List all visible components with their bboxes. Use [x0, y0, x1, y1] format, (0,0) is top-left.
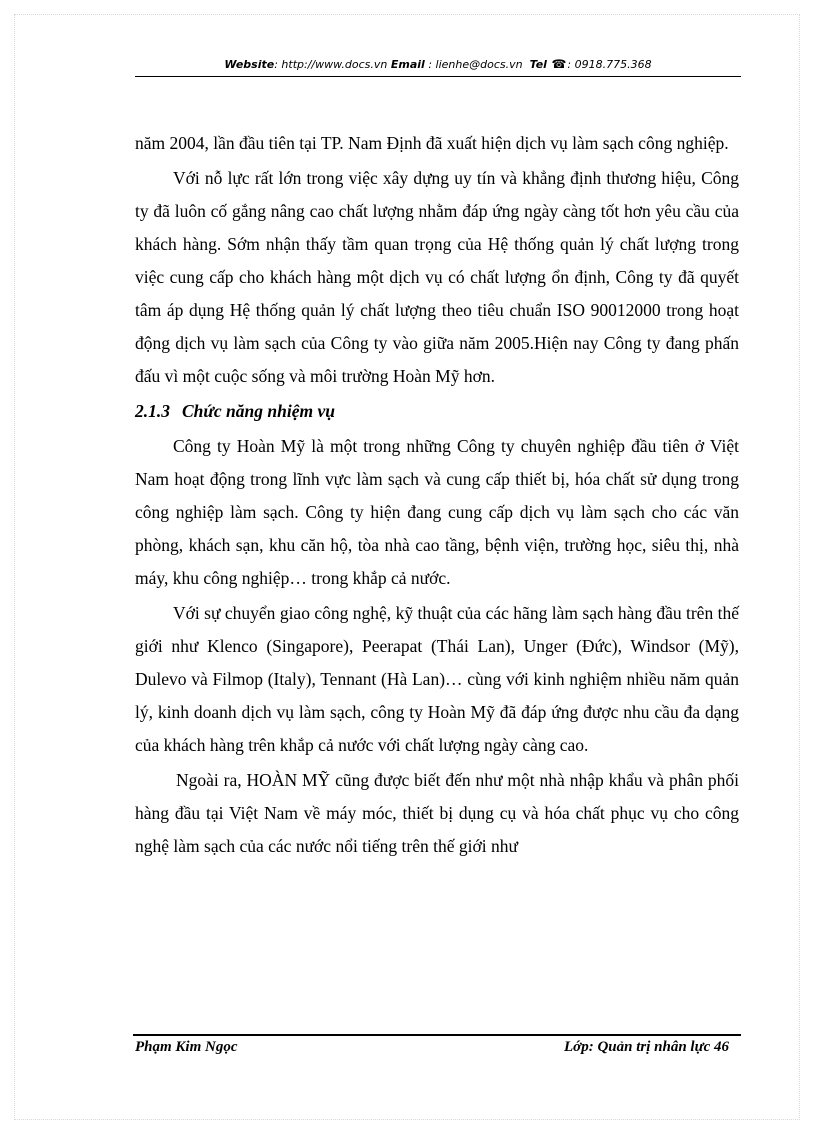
section-number: 2.1.3: [135, 401, 170, 421]
page-header: [135, 52, 741, 77]
footer-author: Phạm Kim Ngọc: [135, 1039, 238, 1055]
email-label: Email: [390, 58, 425, 71]
paragraph-1: năm 2004, lần đầu tiên tại TP. Nam Định đã xuất hiện dịch vụ làm sạch công nghiệp.: [135, 133, 729, 153]
footer-divider: [133, 1034, 741, 1036]
page-body: [135, 127, 739, 865]
website-value: : http://www.docs.vn: [274, 58, 388, 71]
phone-icon: ☎: [551, 57, 567, 71]
website-label: Website: [224, 58, 275, 71]
tel-label: Tel: [529, 58, 547, 71]
email-value: : lienhe@docs.vn: [428, 58, 523, 71]
section-title: Chức năng nhiệm vụ: [182, 401, 335, 421]
paragraph-2: Với nỗ lực rất lớn trong việc xây dựng uy tín và khẳng định thương hiệu, Công ty đã luôn cố gắng nâng cao chất lượng nhằm đáp ứng ngày càng tốt hơn yêu cầu của khách hàng. Sớm nhận thấy tầm quan trọng của Hệ thống quản lý chất lượng trong việc cung cấp cho khách hàng một dịch vụ có chất lượng ổn định, Công ty đã quyết tâm áp dụng Hệ thống quản lý chất lượng theo tiêu chuẩn ISO 90012000 trong hoạt động dịch vụ làm sạch của Công ty vào giữa năm 2005.Hiện nay Công ty đang phấn đấu vì một cuộc sống và môi trường Hoàn Mỹ hơn.: [135, 168, 739, 386]
page-footer: [135, 1039, 739, 1063]
paragraph-5: Ngoài ra, HOÀN MỸ cũng được biết đến như một nhà nhập khẩu và phân phối hàng đầu tại Việt Nam về máy móc, thiết bị dụng cụ và hóa chất phục vụ cho công nghệ làm sạch của các nước nổi tiếng trên thế giới như: [135, 770, 739, 856]
paragraph-3: Công ty Hoàn Mỹ là một trong những Công ty chuyên nghiệp đầu tiên ở Việt Nam hoạt động trong lĩnh vực làm sạch và cung cấp thiết bị, hóa chất sử dụng trong công nghiệp làm sạch. Công ty hiện đang cung cấp dịch vụ làm sạch cho các văn phòng, khách sạn, khu căn hộ, tòa nhà cao tầng, bệnh viện, trường học, siêu thị, nhà máy, khu công nghiệp… trong khắp cả nước.: [135, 436, 739, 588]
tel-value: : 0918.775.368: [567, 58, 652, 71]
section-heading: [135, 395, 739, 428]
footer-class: Lớp: Quản trị nhân lực 46: [564, 1039, 729, 1055]
paragraph-4: Với sự chuyển giao công nghệ, kỹ thuật của các hãng làm sạch hàng đầu trên thế giới như Klenco (Singapore), Peerapat (Thái Lan), Unger (Đức), Windsor (Mỹ), Dulevo và Filmop (Italy), Tennant (Hà Lan)… cùng với kinh nghiệm nhiều năm quản lý, kinh doanh dịch vụ làm sạch, công ty Hoàn Mỹ đã đáp ứng được nhu cầu đa dạng của khách hàng trên khắp cả nước với chất lượng ngày càng cao.: [135, 603, 739, 755]
